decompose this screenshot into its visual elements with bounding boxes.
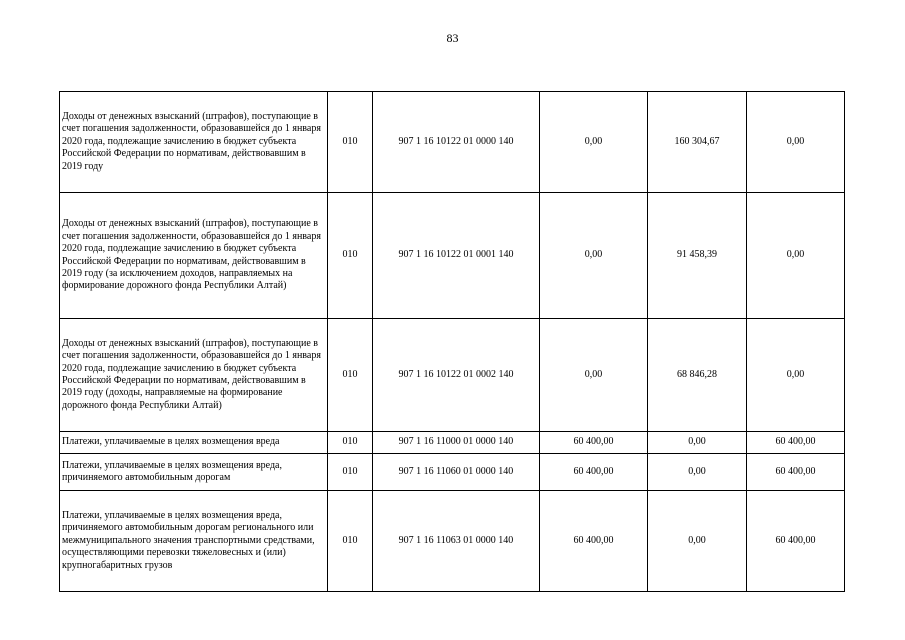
- table-row: [60, 92, 845, 193]
- amount-cell-1: 60 400,00: [540, 454, 648, 491]
- revenue-name-cell: Платежи, уплачиваемые в целях возмещения вреда, причиняемого автомобильным дорогам: [60, 454, 328, 491]
- amount-cell-2: 68 846,28: [648, 319, 747, 432]
- page-number: 83: [446, 31, 459, 45]
- amount-cell-1: 60 400,00: [540, 491, 648, 592]
- revenue-name-cell: Платежи, уплачиваемые в целях возмещения вреда, причиняемого автомобильным дорогам регионального или межмуниципального значения транспортными средствами, осуществляющими перевозки тяжеловесных и (или) крупногабаритных грузов: [60, 491, 328, 592]
- amount-cell-1: 0,00: [540, 193, 648, 319]
- admin-code-cell: 010: [328, 92, 373, 193]
- amount-cell-1: 0,00: [540, 92, 648, 193]
- amount-cell-2: 0,00: [648, 454, 747, 491]
- budget-classification-code-cell: 907 1 16 10122 01 0000 140: [373, 92, 540, 193]
- admin-code-cell: 010: [328, 491, 373, 592]
- admin-code-cell: 010: [328, 193, 373, 319]
- amount-cell-1: 60 400,00: [540, 432, 648, 454]
- amount-cell-1: 0,00: [540, 319, 648, 432]
- table-row: [60, 454, 845, 491]
- revenue-name-cell: Доходы от денежных взысканий (штрафов), поступающие в счет погашения задолженности, образовавшейся до 1 января 2020 года, подлежащие зачислению в бюджет субъекта Российской Федерации по нормативам, действовавшим в 2019 году (доходы, направляемые на формирование дорожного фонда Республики Алтай): [60, 319, 328, 432]
- table-row: [60, 193, 845, 319]
- table-row: [60, 491, 845, 592]
- admin-code-cell: 010: [328, 454, 373, 491]
- budget-classification-code-cell: 907 1 16 11000 01 0000 140: [373, 432, 540, 454]
- amount-cell-2: 160 304,67: [648, 92, 747, 193]
- revenue-name-cell: Доходы от денежных взысканий (штрафов), поступающие в счет погашения задолженности, образовавшейся до 1 января 2020 года, подлежащие зачислению в бюджет субъекта Российской Федерации по нормативам, действовавшим в 2019 году: [60, 92, 328, 193]
- table-row: [60, 432, 845, 454]
- amount-cell-2: 0,00: [648, 491, 747, 592]
- revenue-table: [59, 91, 845, 592]
- amount-cell-2: 91 458,39: [648, 193, 747, 319]
- amount-cell-3: 60 400,00: [747, 491, 845, 592]
- amount-cell-3: 0,00: [747, 319, 845, 432]
- admin-code-cell: 010: [328, 319, 373, 432]
- amount-cell-3: 0,00: [747, 92, 845, 193]
- budget-classification-code-cell: 907 1 16 11063 01 0000 140: [373, 491, 540, 592]
- budget-classification-code-cell: 907 1 16 10122 01 0001 140: [373, 193, 540, 319]
- amount-cell-3: 0,00: [747, 193, 845, 319]
- revenue-name-cell: Доходы от денежных взысканий (штрафов), поступающие в счет погашения задолженности, образовавшейся до 1 января 2020 года, подлежащие зачислению в бюджет субъекта Российской Федерации по нормативам, действовавшим в 2019 году (за исключением доходов, направляемых на формирование дорожного фонда Республики Алтай): [60, 193, 328, 319]
- amount-cell-3: 60 400,00: [747, 432, 845, 454]
- table-row: [60, 319, 845, 432]
- admin-code-cell: 010: [328, 432, 373, 454]
- amount-cell-2: 0,00: [648, 432, 747, 454]
- revenue-name-cell: Платежи, уплачиваемые в целях возмещения вреда: [60, 432, 328, 454]
- budget-classification-code-cell: 907 1 16 10122 01 0002 140: [373, 319, 540, 432]
- amount-cell-3: 60 400,00: [747, 454, 845, 491]
- budget-classification-code-cell: 907 1 16 11060 01 0000 140: [373, 454, 540, 491]
